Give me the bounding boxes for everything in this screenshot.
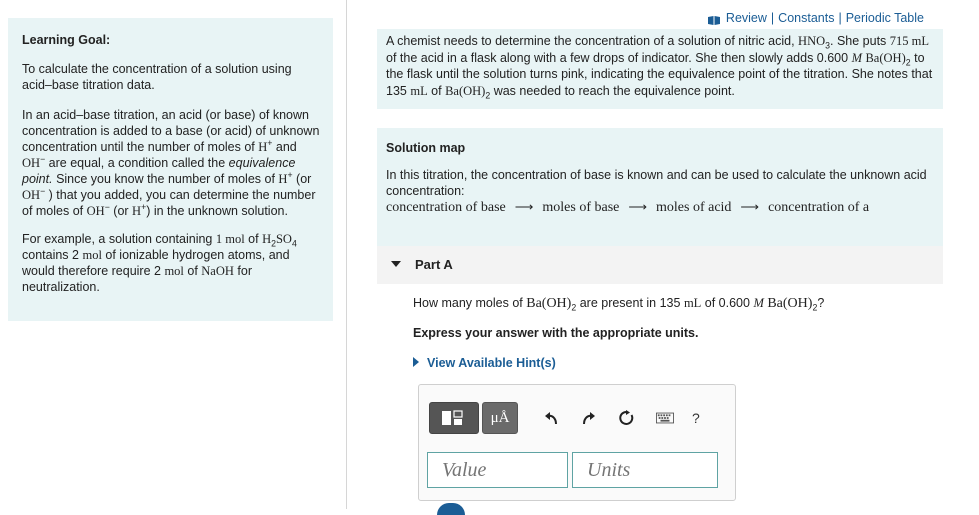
instructions-text: Express your answer with the appropriate units. [413,326,699,340]
value-input[interactable] [427,452,568,488]
constants-link[interactable]: Constants [778,11,835,25]
collapse-triangle-icon[interactable] [391,261,401,267]
units-input[interactable] [572,452,718,488]
book-icon [708,14,720,23]
link-separator: | [770,11,775,25]
review-link[interactable]: Review [725,11,767,25]
keyboard-icon[interactable] [656,409,674,427]
templates-button[interactable] [429,402,479,434]
link-separator: | [838,11,842,25]
periodic-table-link[interactable]: Periodic Table [845,11,924,25]
solution-map-flow [386,199,933,216]
part-a-header[interactable] [377,246,943,284]
part-a-label[interactable]: Part A [415,257,453,272]
question-text: How many moles of $Ba(OH)_2$ are present in 135 mL of 0.600 M $Ba(OH)_2$? [413,296,825,313]
view-hints-link[interactable]: View Available Hint(s) [413,356,556,370]
arrow-right-icon: ⟶ [514,199,534,214]
answer-toolbar [429,402,700,434]
column-divider [346,0,347,509]
learning-goal-title: Learning Goal: [22,33,111,47]
example-text: For example, a solution containing 1 mol of $H_2SO_4$ contains 2 mol of ionizable hydrogen atoms, and would therefore require 2 mol of NaOH for neutralization. [22,232,297,294]
problem-text: A chemist needs to determine the concentration of a solution of nitric acid, $HNO_3$. She puts 715 mL of the acid in a flask along with a few drops of indicator. She then slowly adds 0.600 M $Ba(OH)_2$ to the flask until the solution turns pink, indicating the equivalence point of the titration. She notes that 135 mL of $Ba(OH)_2$ was needed to reach the equivalence point. [386,34,933,100]
flow-step: concentration of a [768,200,870,215]
units-button[interactable]: μÅ [482,402,518,434]
resource-links [708,11,924,25]
flow-step: concentration of base [386,200,506,215]
submit-button-partial[interactable] [437,503,465,515]
arrow-right-icon: ⟶ [740,199,760,214]
templates-icon [439,408,469,428]
flow-step: moles of base [542,200,620,215]
solution-map-panel [377,128,943,254]
problem-statement [377,29,943,109]
redo-icon[interactable] [580,409,598,427]
arrow-right-icon: ⟶ [628,199,647,214]
reset-icon[interactable] [618,409,636,427]
solution-map-title: Solution map [386,141,466,155]
undo-icon[interactable] [542,409,560,427]
titration-explanation: In an acid–base titration, an acid (or base) of known concentration is added to a base (or acid) of unknown concentration until the number of moles of H+ and OH− are equal, a condition called the equivalence point. Since you know the number of moles of H+ (or OH− ) that you added, you can determine the number of moles of OH− (or H+) in the unknown solution. [22,108,320,218]
answer-box [418,384,736,501]
flow-step: moles of acid [656,200,732,215]
help-button[interactable]: ? [692,410,700,426]
learning-goal-text: To calculate the concentration of a solution using acid–base titration data. [22,62,292,92]
solution-map-text: In this titration, the concentration of base is known and can be used to calculate the unknown acid concentration: [386,168,927,198]
learning-goal-panel [8,18,333,321]
expand-triangle-icon [413,357,419,367]
